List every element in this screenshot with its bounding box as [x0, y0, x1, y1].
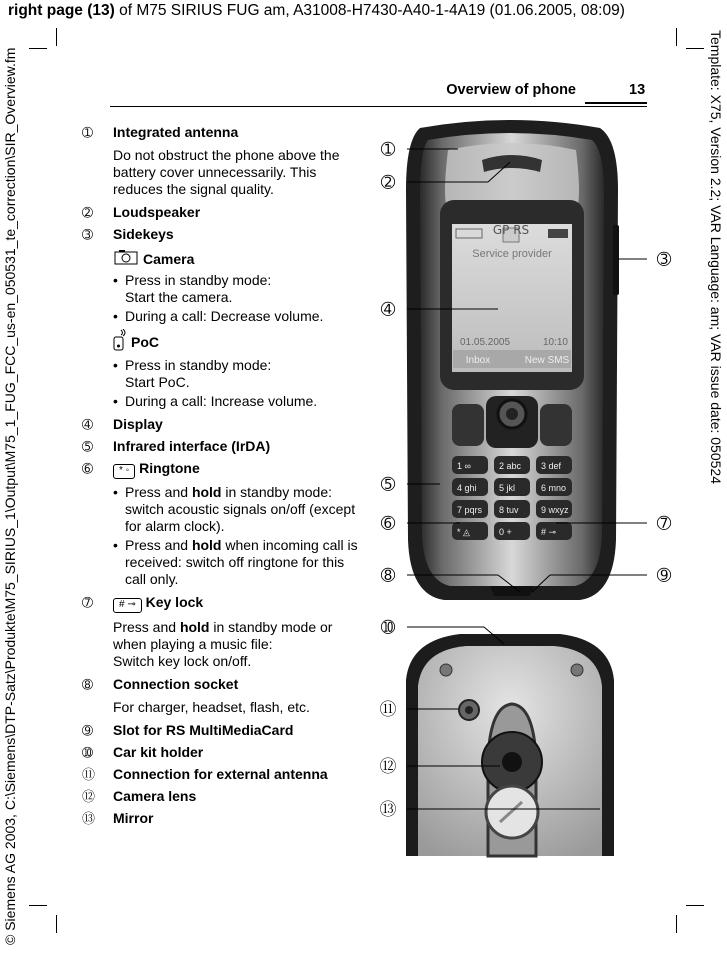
callout-7: ➆ [656, 514, 672, 534]
item-number: ⑫ [82, 789, 96, 804]
item-title: Loudspeaker [113, 204, 201, 220]
item-description: Press and [113, 619, 180, 635]
bullet-text: Start PoC. [125, 374, 190, 390]
bullet-text: Press and [125, 537, 192, 553]
bullet-text: in standby mode: switch acoustic signals on/off (except for alarm clock). [125, 484, 356, 534]
callout-9: ➈ [656, 566, 672, 586]
softkey-left-label: Inbox [465, 355, 491, 366]
item-number: ➈ [82, 723, 93, 738]
item-title: Integrated antenna [113, 124, 239, 140]
bullet-text: • During a call: Increase volume. [113, 393, 362, 410]
key-label: 5 jkl [499, 483, 516, 493]
item-number: ⑬ [82, 811, 96, 826]
callout-4: ➃ [380, 300, 396, 320]
bullet-text: Start the camera. [125, 289, 233, 305]
print-header-rest: of M75 SIRIUS FUG am, A31008-H7430-A40-1-4A19 (01.06.2005, 08:09) [114, 2, 625, 19]
item-title: Camera lens [113, 788, 197, 804]
item-number: ➄ [82, 439, 93, 454]
item-title: Connection socket [113, 676, 239, 692]
item-number: ➉ [82, 745, 93, 760]
callout-3: ➂ [656, 250, 672, 270]
page-number: 13 [629, 82, 646, 98]
item-number: ➁ [82, 205, 93, 220]
callout-8: ➇ [380, 566, 396, 586]
screen-time: 10:10 [542, 337, 568, 348]
item-title: Sidekeys [113, 226, 174, 242]
key-label: 0 + [499, 527, 512, 537]
poc-label: PoC [131, 333, 159, 350]
item-title: Display [113, 416, 163, 432]
bullet-text: Press in standby mode: [125, 272, 272, 288]
bullet-text: Press and [125, 484, 192, 500]
callout-6: ➅ [380, 514, 396, 534]
screen-provider: Service provider [472, 248, 552, 260]
key-label: 7 pqrs [457, 505, 483, 515]
bullet-bold: hold [191, 537, 222, 553]
item-description-bold: hold [179, 619, 210, 635]
call-key [452, 404, 484, 446]
callout-11: ⑪ [379, 700, 397, 720]
key-label: 8 tuv [499, 505, 519, 515]
item-title: Slot for RS MultiMediaCard [113, 722, 294, 738]
key-label: 3 def [541, 461, 562, 471]
item-title: Key lock [145, 594, 204, 610]
item-number: ➅ [82, 461, 93, 476]
item-title: Mirror [113, 810, 154, 826]
item-number: ⑪ [82, 767, 96, 782]
key-label: 6 mno [541, 483, 567, 493]
softkey-right-label: New SMS [524, 355, 570, 366]
bullet-text: when incoming call is received: switch off ringtone for this call only. [125, 537, 358, 587]
item-title: Car kit holder [113, 744, 204, 760]
item-number: ➂ [82, 227, 93, 242]
gprs-indicator: GP RS [492, 223, 530, 237]
item-number: ➃ [82, 417, 93, 432]
item-title: Ringtone [139, 460, 200, 476]
key-label: 2 abc [499, 461, 522, 471]
template-info: Template: X75, Version 2.2; VAR Language: am; VAR issue date: 050524 [708, 30, 724, 484]
item-number: ➆ [82, 595, 93, 610]
key-label: 4 ghi [457, 483, 477, 493]
item-number: ➀ [82, 125, 93, 140]
callout-10: ➉ [380, 618, 396, 638]
item-description: For charger, headset, flash, etc. [113, 699, 310, 715]
item-title: Infrared interface (IrDA) [113, 438, 271, 454]
item-description: Do not obstruct the phone above the battery cover unnecessarily. This reduces the signal quality. [113, 147, 340, 197]
display [452, 224, 572, 372]
key-label: * ◬ [457, 527, 470, 537]
hash-key-icon: # ⊸ [113, 598, 142, 613]
bullet-text: • During a call: Decrease volume. [113, 308, 362, 325]
sidekey [613, 225, 619, 295]
phone-front [406, 120, 619, 600]
bullet-text: Press in standby mode: [125, 357, 272, 373]
item-title: Connection for external antenna [113, 766, 328, 782]
print-header-bold: right page (13) [8, 2, 115, 19]
phone-back [406, 634, 614, 856]
star-key-icon: * ◦ [113, 464, 135, 479]
copyright-path: © Siemens AG 2003, C:\Siemens\DTP-Satz\Produkte\M75_SIRIUS_1\Output\M75_1_FUG_FCC_us-en_050531_te_correction\SIR_Overview.fm [2, 47, 18, 945]
callout-13: ⑬ [379, 800, 397, 820]
screen-date: 01.05.2005 [460, 337, 511, 348]
item-description: in standby mode or when playing a music file: [113, 619, 333, 652]
callout-12: ⑫ [379, 757, 397, 777]
callout-1: ➀ [380, 140, 396, 160]
key-label: 1 ∞ [457, 461, 471, 471]
camera-label: Camera [143, 250, 195, 267]
section-title: Overview of phone [446, 82, 576, 98]
key-label: 9 wxyz [541, 505, 569, 515]
item-number: ➇ [82, 677, 93, 692]
bullet-bold: hold [191, 484, 222, 500]
item-description: Switch key lock on/off. [113, 653, 252, 669]
key-label: # ⊸ [541, 527, 557, 537]
callout-5: ➄ [380, 475, 396, 495]
end-key [540, 404, 572, 446]
callout-2: ➁ [380, 173, 396, 193]
